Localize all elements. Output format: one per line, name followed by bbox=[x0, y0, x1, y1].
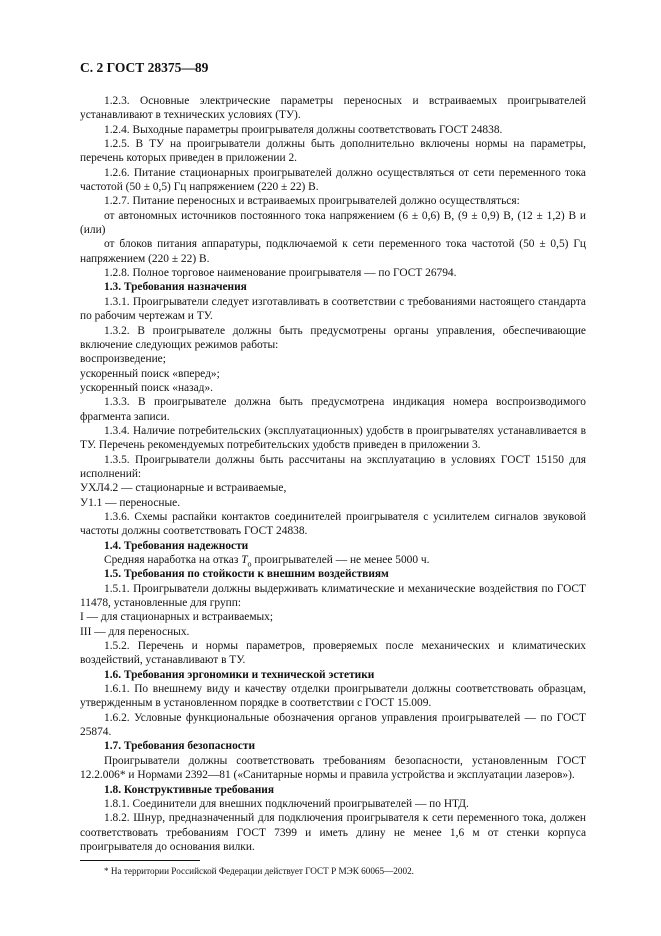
paragraph-1-6-1: 1.6.1. По внешнему виду и качеству отделки проигрыватели должны соответствовать образцам, утвержденным в установленном порядке в соответствии с ГОСТ 15.009. bbox=[80, 683, 586, 710]
list-item-u1-1: У1.1 — переносные. bbox=[80, 496, 181, 509]
paragraph-1-3-3: 1.3.3. В проигрывателе должна быть предусмотрена индикация номера воспроизводимого фрагмента записи. bbox=[80, 396, 586, 423]
mtbf-text-end: проигрывателей — не менее 5000 ч. bbox=[254, 554, 430, 566]
paragraph-1-2-5: 1.2.5. В ТУ на проигрыватели должны быть дополнительно включены нормы на параметры, перечень которых приведен в приложении 2. bbox=[80, 138, 586, 165]
list-item-group-i: I — для стационарных и встраиваемых; bbox=[80, 611, 274, 624]
paragraph-1-8-1: 1.8.1. Соединители для внешних подключений проигрывателей — по НТД. bbox=[104, 797, 469, 810]
section-heading-1-5: 1.5. Требования по стойкости к внешним воздействиям bbox=[104, 568, 389, 581]
paragraph-1-2-8: 1.2.8. Полное торговое наименование проигрывателя — по ГОСТ 26794. bbox=[104, 267, 457, 280]
paragraph-1-6-2: 1.6.2. Условные функциональные обозначения органов управления проигрывателей — по ГОСТ 25874. bbox=[80, 711, 586, 739]
paragraph-1-3-1: 1.3.1. Проигрыватели следует изготавливать в соответствии с требованиями настоящего стандарта по рабочим чертежам и ТУ. bbox=[80, 295, 586, 323]
paragraph-mtbf bbox=[80, 553, 586, 567]
section-heading-1-6: 1.6. Требования эргономики и технической эстетики bbox=[104, 668, 375, 681]
paragraph-1-2-3: 1.2.3. Основные электрические параметры переносных и встраиваемых проигрывателей устанавливают в технических условиях (ТУ). bbox=[80, 95, 586, 122]
paragraph-1-5-1: 1.5.1. Проигрыватели должны выдерживать климатические и механические воздействия по ГОСТ 11478, установленные для групп: bbox=[80, 582, 586, 610]
list-item-playback: воспроизведение; bbox=[80, 353, 166, 366]
page-header: С. 2 ГОСТ 28375—89 bbox=[80, 60, 209, 75]
paragraph-1-3-6: 1.3.6. Схемы распайки контактов соединителей проигрывателя с усилителем сигналов звуковой частоты должны соответствовать ГОСТ 24838. bbox=[80, 510, 586, 538]
mtbf-subscript: о bbox=[247, 559, 252, 569]
mtbf-variable: T bbox=[241, 554, 248, 566]
section-heading-1-7: 1.7. Требования безопасности bbox=[104, 740, 256, 753]
mtbf-text-start: Средняя наработка на отказ bbox=[104, 554, 239, 566]
section-heading-1-4: 1.4. Требования надежности bbox=[104, 539, 249, 552]
section-heading-1-8: 1.8. Конструктивные требования bbox=[104, 783, 275, 796]
list-item-group-iii: III — для переносных. bbox=[80, 625, 190, 638]
paragraph-safety: Проигрыватели должны соответствовать требованиям безопасности, установленным ГОСТ 12.2.006* и Нормами 2392—81 («Санитарные нормы и правила устройства и эксплуатации лазеров»). bbox=[80, 754, 586, 782]
paragraph-1-2-7: 1.2.7. Питание переносных и встраиваемых проигрывателей должно осуществляться: bbox=[104, 195, 520, 208]
list-item-autonomous-power: от автономных источников постоянного тока напряжением (6 ± 0,6) В, (9 ± 0,9) В, (12 ± 1,2) В и (или) bbox=[80, 209, 586, 237]
list-item-mains-power: от блоков питания аппаратуры, подключаемой к сети переменного тока частотой (50 ± 0,5) Гц напряжением (220 ± 22) В. bbox=[80, 238, 586, 265]
paragraph-1-2-4: 1.2.4. Выходные параметры проигрывателя должны соответствовать ГОСТ 24838. bbox=[104, 123, 503, 136]
paragraph-1-3-4: 1.3.4. Наличие потребительских (эксплуатационных) удобств в проигрывателях устанавливается в ТУ. Перечень рекомендуемых потребительских удобств приведен в приложении 3. bbox=[80, 424, 586, 452]
paragraph-1-3-5: 1.3.5. Проигрыватели должны быть рассчитаны на эксплуатацию в условиях ГОСТ 15150 для исполнений: bbox=[80, 453, 586, 480]
paragraph-1-5-2: 1.5.2. Перечень и нормы параметров, проверяемых после механических и климатических воздействий, устанавливают в ТУ. bbox=[80, 640, 586, 667]
footnote-divider bbox=[80, 860, 200, 861]
paragraph-1-2-6: 1.2.6. Питание стационарных проигрывателей должно осуществляться от сети переменного тока частотой (50 ± 0,5) Гц напряжением (220 ± 22) В. bbox=[80, 166, 586, 194]
list-item-fast-forward: ускоренный поиск «вперед»; bbox=[80, 367, 220, 380]
document-body bbox=[80, 94, 586, 877]
section-heading-1-3: 1.3. Требования назначения bbox=[104, 281, 247, 294]
list-item-fast-rewind: ускоренный поиск «назад». bbox=[80, 381, 214, 394]
paragraph-1-3-2: 1.3.2. В проигрывателе должны быть предусмотрены органы управления, обеспечивающие включение следующих режимов работы: bbox=[80, 324, 586, 351]
footnote: * На территории Российской Федерации действует ГОСТ Р МЭК 60065—2002. bbox=[104, 866, 414, 877]
paragraph-1-8-2: 1.8.2. Шнур, предназначенный для подключения проигрывателя к сети переменного тока, должен соответствовать требованиям ГОСТ 7399 и иметь длину не менее 1,6 м от стенки корпуса проигрывателя до основания вилки. bbox=[80, 812, 586, 853]
list-item-uhl4-2: УХЛ4.2 — стационарные и встраиваемые, bbox=[80, 482, 287, 495]
